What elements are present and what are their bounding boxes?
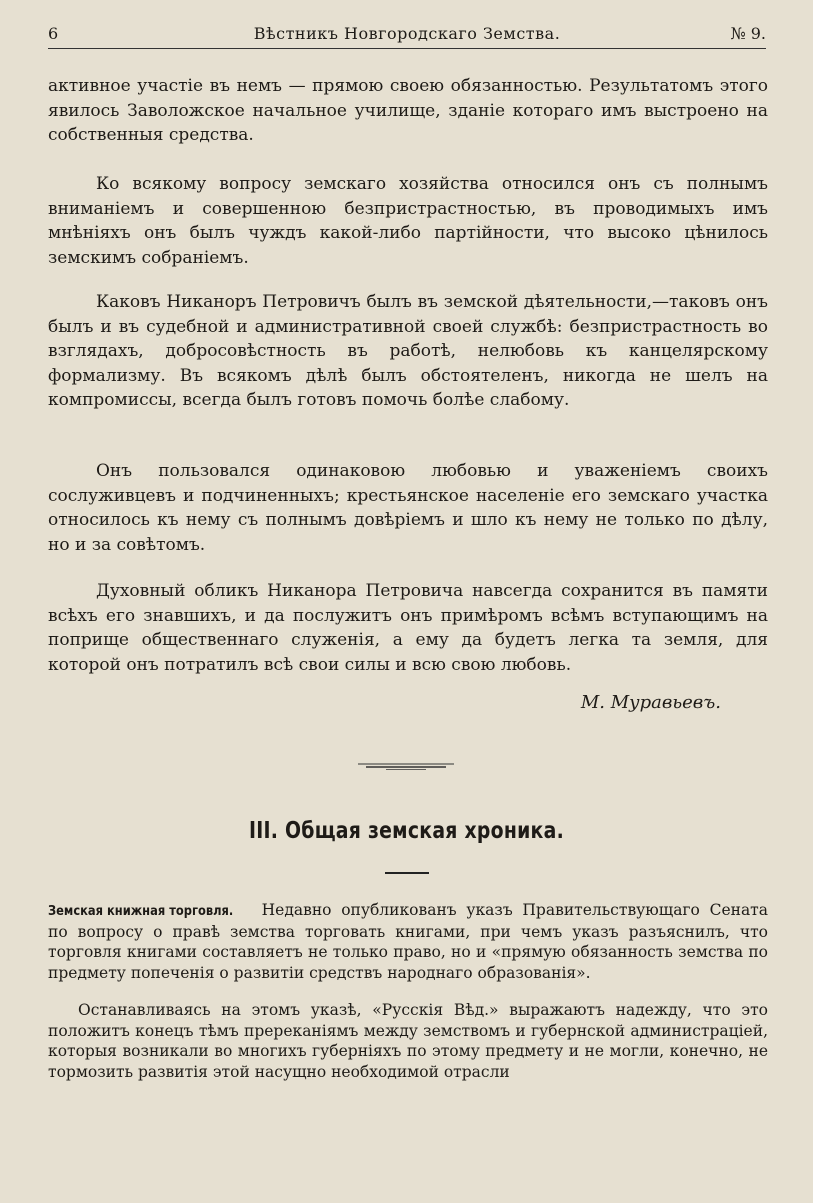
section-title: III. Общая земская хроника.	[248, 818, 564, 844]
paragraph-1: активное участiе въ немъ — прямою своею обязанностью. Результатомъ этого явилось Заволожское начальное училище, зданiе котораго имъ выстроено на собственныя средства.	[48, 76, 768, 145]
author-signature: М. Муравьевъ.	[580, 692, 721, 713]
running-header	[48, 22, 766, 49]
section-rule	[385, 872, 429, 874]
chronicle-paragraph-1	[48, 900, 768, 983]
paragraph-4: Онъ пользовался одинаковою любовью и уваженiемъ своихъ сослуживцевъ и подчиненныхъ; крестьянское населенiе его земскаго участка относилось къ нему съ полнымъ довѣрiемъ и шло къ нему не только по дѣлу, но и за совѣтомъ.	[48, 461, 768, 555]
divider-ornament	[356, 761, 456, 771]
chronicle-run-head: Земская книжная торговля.	[48, 903, 234, 919]
chronicle-paragraph-2: Останавливаясь на этомъ указѣ, «Русскiя Вѣд.» выражаютъ надежду, что это положитъ конецъ тѣмъ пререканiямъ между земствомъ и губернской администрацiей, которыя возникали во многихъ губернiяхъ по этому предмету и не могли, конечно, не тормозить развитiя этой насущно необходимой отрасли	[48, 1001, 768, 1081]
paragraph-3: Каковъ Никаноръ Петровичъ былъ въ земской дѣятельности,—таковъ онъ былъ и въ судебной и административной своей службѣ: безпристрастность во взглядахъ, добросовѣстность въ работѣ, нелюбовь къ канцелярскому формализму. Въ всякомъ дѣлѣ былъ обстоятеленъ, никогда не шелъ на компромиссы, всегда былъ готовъ помочь болѣе слабому.	[48, 292, 768, 410]
journal-title: Вѣстникъ Новгородскаго Земства.	[253, 24, 561, 43]
paragraph-2: Ко всякому вопросу земскаго хозяйства относился онъ съ полнымъ вниманiемъ и совершенною безпристрастностью, въ проводимыхъ имъ мнѣнiяхъ онъ былъ чуждъ какой-либо партiйности, что высоко цѣнилось земскимъ собранiемъ.	[48, 174, 768, 268]
chronicle-text-1: Недавно опубликованъ указъ Правительствующаго Сената по вопросу о правѣ земства торговать книгами, при чемъ указъ разъяснилъ, что торговля книгами составляетъ не только право, но и «прямую обязанность земства по предмету попеченiя о развитiи средствъ народнаго образованiя».	[48, 901, 768, 982]
issue-number: № 9.	[730, 24, 766, 43]
page-number: 6	[48, 24, 59, 43]
paragraph-5: Духовный обликъ Никанора Петровича навсегда сохранится въ памяти всѣхъ его знавшихъ, и да послужитъ онъ примѣромъ всѣмъ вступающимъ на поприще общественнаго служенiя, а ему да будетъ легка та земля, для которой онъ потратилъ всѣ свои силы и всю свою любовь.	[48, 581, 768, 675]
